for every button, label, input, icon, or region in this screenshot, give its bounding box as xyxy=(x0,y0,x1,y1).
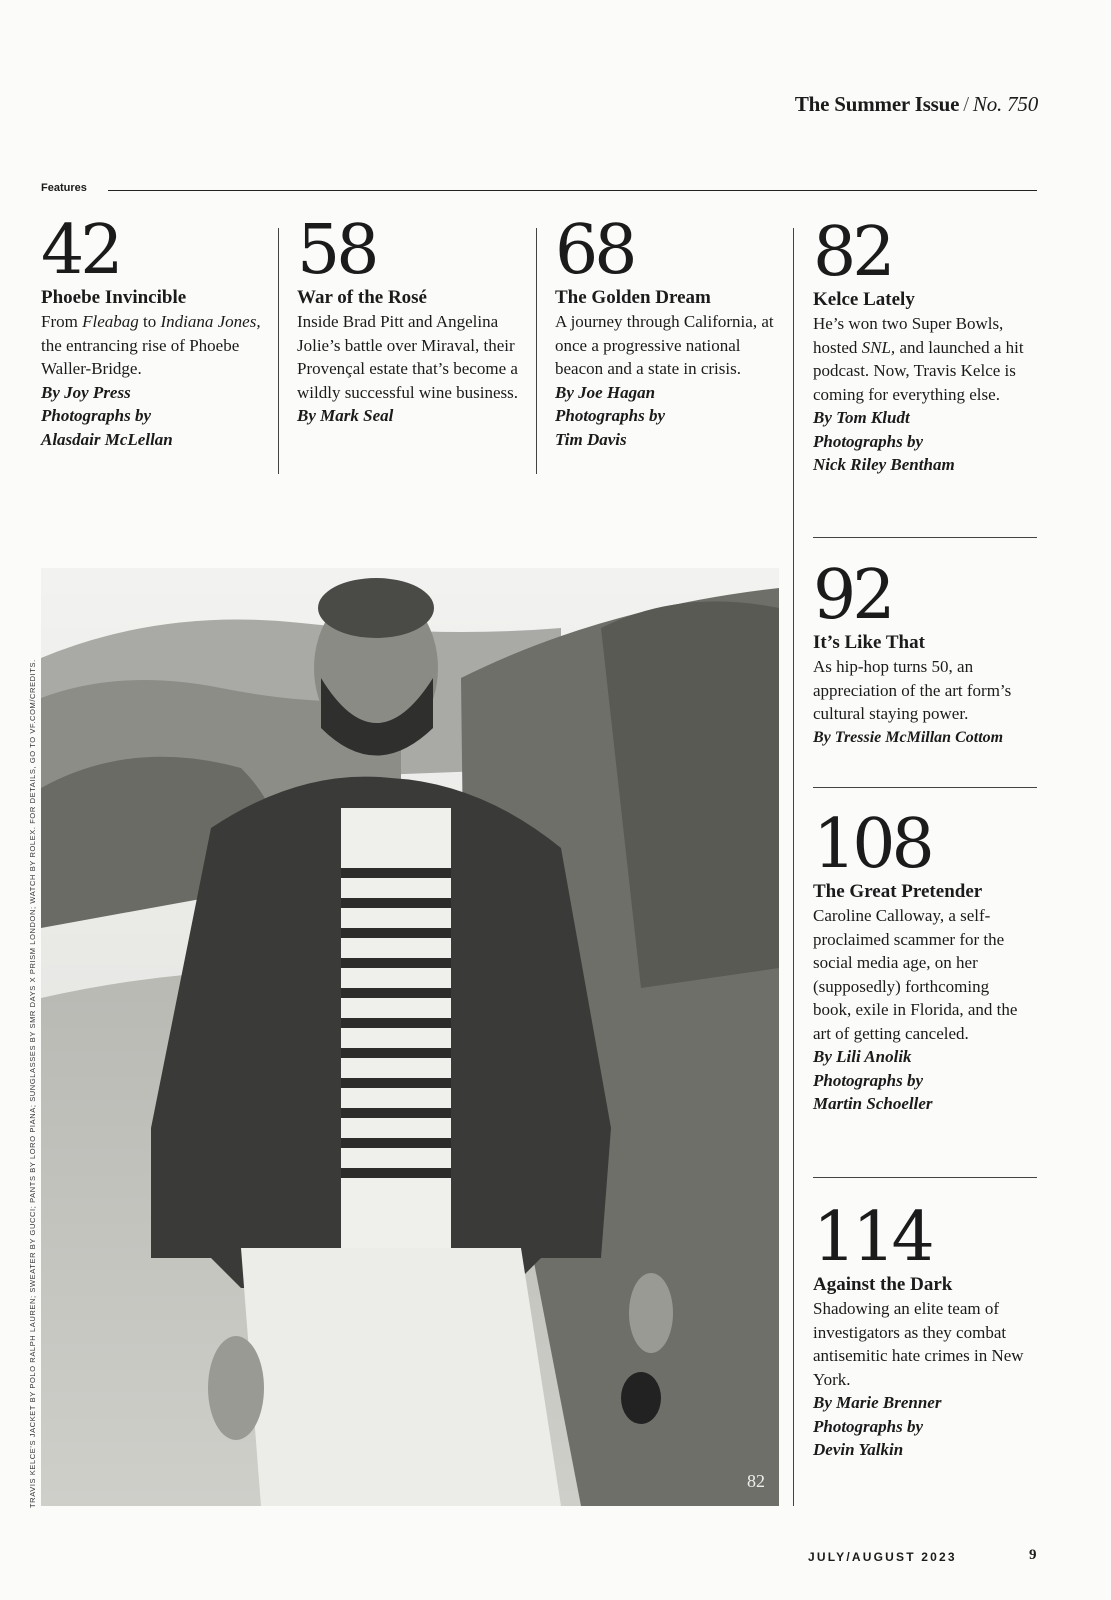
photo-illustration xyxy=(41,568,779,1506)
feature-byline: By Marie Brenner xyxy=(813,1393,942,1412)
dek-text: From xyxy=(41,312,83,331)
issue-title: The Summer Issue xyxy=(794,92,960,116)
feature-photo-label: Photographs by xyxy=(555,406,666,425)
feature-page-number: 82 xyxy=(813,213,892,292)
issue-number: No. 750 xyxy=(972,92,1038,116)
feature-dek: Shadowing an elite team of investigators as they combat antisemitic hate crimes in New York. xyxy=(813,1299,1024,1389)
feature-title[interactable]: It’s Like That xyxy=(813,632,925,653)
feature-photographer: Martin Schoeller xyxy=(813,1094,933,1113)
photo-page-number: 82 xyxy=(747,1471,765,1491)
feature-byline: By Mark Seal xyxy=(297,406,394,425)
column-divider xyxy=(278,228,279,474)
dek-text: He’s won two Super Bowls, hosted xyxy=(813,314,1004,357)
feature-item[interactable] xyxy=(297,211,527,428)
feature-photographer: Nick Riley Bentham xyxy=(813,455,955,474)
feature-photographer: Devin Yalkin xyxy=(813,1440,904,1459)
feature-item[interactable] xyxy=(813,213,1038,477)
feature-dek xyxy=(41,310,266,381)
feature-page-number: 42 xyxy=(41,211,120,290)
feature-item[interactable] xyxy=(813,556,1043,749)
feature-byline: By Joy Press xyxy=(41,382,131,402)
issue-header xyxy=(795,92,1038,117)
feature-byline: By Tom Kludt xyxy=(813,408,910,427)
issue-separator: / xyxy=(963,92,969,116)
dek-italic: Indiana Jones, xyxy=(160,312,261,331)
feature-dek xyxy=(813,312,1038,406)
feature-byline: By Tressie McMillan Cottom xyxy=(813,728,1004,746)
dek-text: to xyxy=(138,312,161,331)
column-divider xyxy=(793,228,794,1506)
feature-photographer: Tim Davis xyxy=(555,429,627,449)
feature-title[interactable]: The Great Pretender xyxy=(813,881,983,902)
feature-item[interactable] xyxy=(813,1198,1028,1462)
footer-page-number: 9 xyxy=(1029,1547,1037,1563)
feature-photo-label: Photographs by xyxy=(813,1416,924,1436)
feature-photograph[interactable] xyxy=(41,568,779,1506)
feature-title[interactable]: War of the Rosé xyxy=(297,287,427,308)
dek-text: and launched a hit podcast. Now, Travis Kelce is coming for everything else. xyxy=(813,337,1024,404)
feature-item[interactable] xyxy=(813,805,1028,1116)
feature-photo-label: Photographs by xyxy=(813,1070,924,1090)
row-divider xyxy=(813,787,1037,788)
feature-dek: A journey through California, at once a progressive national beacon and a state in crisis. xyxy=(555,312,774,378)
feature-item[interactable] xyxy=(41,211,266,451)
feature-page-number: 108 xyxy=(813,805,931,884)
feature-page-number: 68 xyxy=(555,211,634,290)
feature-page-number: 114 xyxy=(813,1198,931,1277)
feature-item[interactable] xyxy=(555,211,785,451)
photo-credit-line: TRAVIS KELCE'S JACKET BY POLO RALPH LAUREN; SWEATER BY GUCCI; PANTS BY LORO PIANA; SUNGLASSES BY SMR DAYS X PRISM LONDON; WATCH BY ROLEX. FOR DETAILS, GO TO VF.COM/CREDITS. xyxy=(28,659,37,1508)
feature-photo-label: Photographs by xyxy=(41,406,152,425)
feature-title[interactable]: Kelce Lately xyxy=(813,289,915,310)
feature-photographer: Alasdair McLellan xyxy=(41,429,173,449)
footer-date: JULY/AUGUST 2023 xyxy=(808,1550,957,1564)
dek-italic: Fleabag xyxy=(82,312,139,331)
feature-title[interactable]: Phoebe Invincible xyxy=(41,287,187,308)
feature-dek: Inside Brad Pitt and Angelina Jolie’s battle over Miraval, their Provençal estate that’s become a wildly successful wine business. xyxy=(297,312,518,402)
row-divider xyxy=(813,1177,1037,1178)
column-divider xyxy=(536,228,537,474)
feature-dek: Caroline Calloway, a self-proclaimed scammer for the social media age, on her (supposedly) forthcoming book, exile in Florida, and the art of getting canceled. xyxy=(813,906,1018,1043)
dek-italic: SNL, xyxy=(861,337,896,357)
feature-photo-label: Photographs by xyxy=(813,431,924,451)
feature-byline: By Lili Anolik xyxy=(813,1047,912,1066)
row-divider xyxy=(813,537,1037,538)
feature-page-number: 92 xyxy=(813,556,892,635)
feature-title[interactable]: The Golden Dream xyxy=(555,287,711,308)
dek-text: the entrancing rise of Phoebe Waller-Bridge. xyxy=(41,335,240,378)
feature-title[interactable]: Against the Dark xyxy=(813,1274,953,1295)
feature-dek: As hip-hop turns 50, an appreciation of the art form’s cultural staying power. xyxy=(813,657,1012,723)
feature-byline: By Joe Hagan xyxy=(555,382,656,402)
section-label: Features xyxy=(41,182,87,194)
feature-page-number: 58 xyxy=(297,211,376,290)
section-rule xyxy=(108,190,1037,191)
